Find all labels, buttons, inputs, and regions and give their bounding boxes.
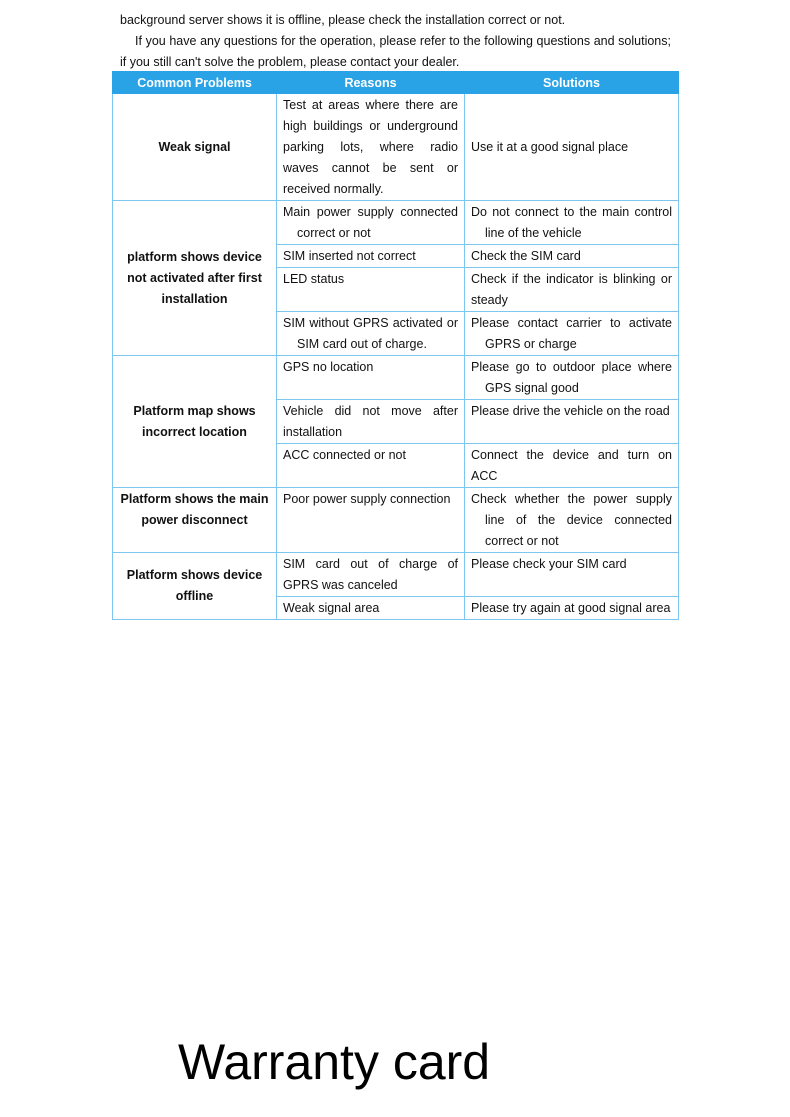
troubleshooting-table: [112, 71, 679, 620]
problem-cell: Platform map shows incorrect location: [113, 356, 277, 488]
header-solutions: Solutions: [465, 72, 679, 94]
solution-cell: Connect the device and turn on ACC: [465, 444, 679, 488]
table-row: [113, 488, 679, 553]
reason-cell: Test at areas where there are high buildings or underground parking lots, where radio waves cannot be sent or received normally.: [277, 94, 465, 201]
solution-cell: Please try again at good signal area: [465, 597, 679, 620]
solution-cell: Check if the indicator is blinking or steady: [465, 268, 679, 312]
reason-cell: ACC connected or not: [277, 444, 465, 488]
table-row: [113, 553, 679, 597]
reason-cell: SIM inserted not correct: [277, 245, 465, 268]
table-row: [113, 94, 679, 201]
reason-cell: Main power supply connected correct or not: [277, 201, 465, 245]
solution-cell: Please drive the vehicle on the road: [465, 400, 679, 444]
solution-cell: Check the SIM card: [465, 245, 679, 268]
problem-cell: platform shows device not activated after first installation: [113, 201, 277, 356]
intro-paragraph: If you have any questions for the operation, please refer to the following questions and solutions; if you still can't solve the problem, please contact your dealer.: [120, 34, 671, 69]
solution-cell: Please go to outdoor place where GPS signal good: [465, 356, 679, 400]
reason-cell: Vehicle did not move after installation: [277, 400, 465, 444]
warranty-card-title: Warranty card: [178, 1034, 491, 1090]
reason-cell: Poor power supply connection: [277, 488, 465, 553]
problem-cell: Platform shows the main power disconnect: [113, 488, 277, 553]
table-row: [113, 356, 679, 400]
reason-cell: Weak signal area: [277, 597, 465, 620]
table-row: [113, 201, 679, 245]
header-reasons: Reasons: [277, 72, 465, 94]
solution-cell: Do not connect to the main control line of the vehicle: [465, 201, 679, 245]
reason-cell: SIM card out of charge of GPRS was canceled: [277, 553, 465, 597]
solution-cell: Check whether the power supply line of the device connected correct or not: [465, 488, 679, 553]
solution-cell: Please check your SIM card: [465, 553, 679, 597]
table-header-row: [113, 72, 679, 94]
problem-cell: Weak signal: [113, 94, 277, 201]
reason-cell: SIM without GPRS activated or SIM card out of charge.: [277, 312, 465, 356]
intro-line-1: background server shows it is offline, please check the installation correct or not.: [120, 13, 566, 27]
solution-cell: Please contact carrier to activate GPRS or charge: [465, 312, 679, 356]
header-common-problems: Common Problems: [113, 72, 277, 94]
reason-cell: LED status: [277, 268, 465, 312]
solution-cell: Use it at a good signal place: [465, 94, 679, 201]
problem-cell: Platform shows device offline: [113, 553, 277, 620]
reason-cell: GPS no location: [277, 356, 465, 400]
